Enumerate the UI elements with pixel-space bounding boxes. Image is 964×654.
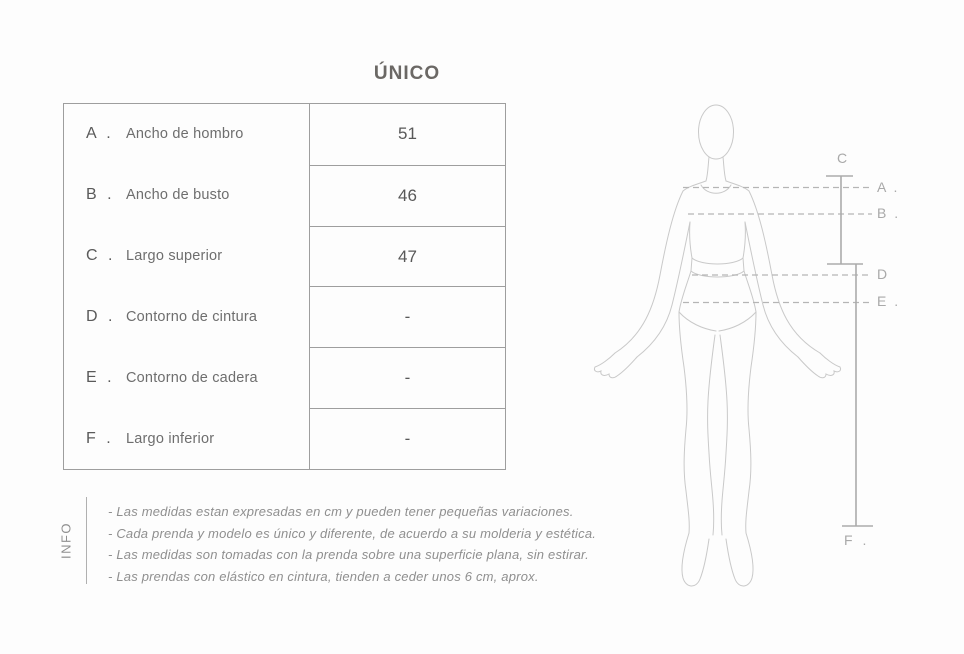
measure-value: 51: [398, 124, 417, 144]
measure-letter: E .: [86, 368, 115, 386]
measure-label-cell: [64, 347, 309, 408]
measure-value: -: [404, 307, 411, 327]
measure-name: Largo inferior: [126, 430, 215, 447]
table-row: [64, 104, 505, 165]
diagram-label-f: F .: [844, 532, 870, 548]
measure-letter: D .: [86, 307, 116, 325]
table-row: [64, 226, 505, 287]
measure-name: Contorno de cadera: [126, 369, 258, 386]
measure-lines: [585, 95, 964, 595]
measure-value: -: [404, 368, 411, 388]
table-row: [64, 408, 505, 469]
figure-diagram: [585, 95, 964, 607]
diagram-label-b: B .: [877, 205, 901, 221]
size-table: [63, 103, 506, 470]
measure-value-cell: [309, 286, 505, 347]
measure-letter: A .: [86, 125, 114, 143]
diagram-label-c: C: [836, 150, 848, 166]
measure-name: Ancho de busto: [126, 187, 230, 204]
measure-value-cell: [309, 165, 505, 226]
page-title: ÚNICO: [373, 63, 441, 84]
measure-letter: F .: [86, 429, 114, 447]
diagram-label-d: D: [877, 266, 890, 282]
table-row: [64, 347, 505, 408]
measure-label-cell: [64, 104, 309, 165]
info-notes: [108, 501, 596, 588]
measure-label-cell: [64, 165, 309, 226]
measure-letter: B .: [86, 186, 115, 204]
measure-value-cell: [309, 104, 505, 165]
info-divider: [86, 497, 87, 584]
measure-value-cell: [309, 347, 505, 408]
info-note-line: - Las prendas con elástico en cintura, tienden a ceder unos 6 cm, aprox.: [108, 569, 539, 585]
table-row: [64, 165, 505, 226]
diagram-label-e: E .: [877, 293, 901, 309]
measure-value: -: [404, 429, 411, 449]
measure-value-cell: [309, 408, 505, 469]
diagram-label-a: A .: [877, 179, 900, 195]
info-note-line: - Las medidas estan expresadas en cm y pueden tener pequeñas variaciones.: [108, 504, 574, 519]
measure-name: Contorno de cintura: [126, 308, 258, 325]
info-note-line: - Las medidas son tomadas con la prenda sobre una superficie plana, sin estirar.: [108, 547, 589, 563]
measure-value-cell: [309, 226, 505, 287]
measure-name: Ancho de hombro: [126, 126, 244, 143]
measure-value: 46: [398, 185, 417, 205]
table-row: [64, 286, 505, 347]
measure-letter: C .: [86, 247, 116, 265]
measure-label-cell: [64, 226, 309, 287]
measure-value: 47: [398, 246, 417, 266]
info-note-line: - Cada prenda y modelo es único y diferente, de acuerdo a su molderia y estética.: [108, 525, 597, 541]
measure-label-cell: [64, 408, 309, 469]
measure-label-cell: [64, 286, 309, 347]
measure-name: Largo superior: [126, 248, 223, 265]
info-heading: INFO: [58, 521, 74, 560]
